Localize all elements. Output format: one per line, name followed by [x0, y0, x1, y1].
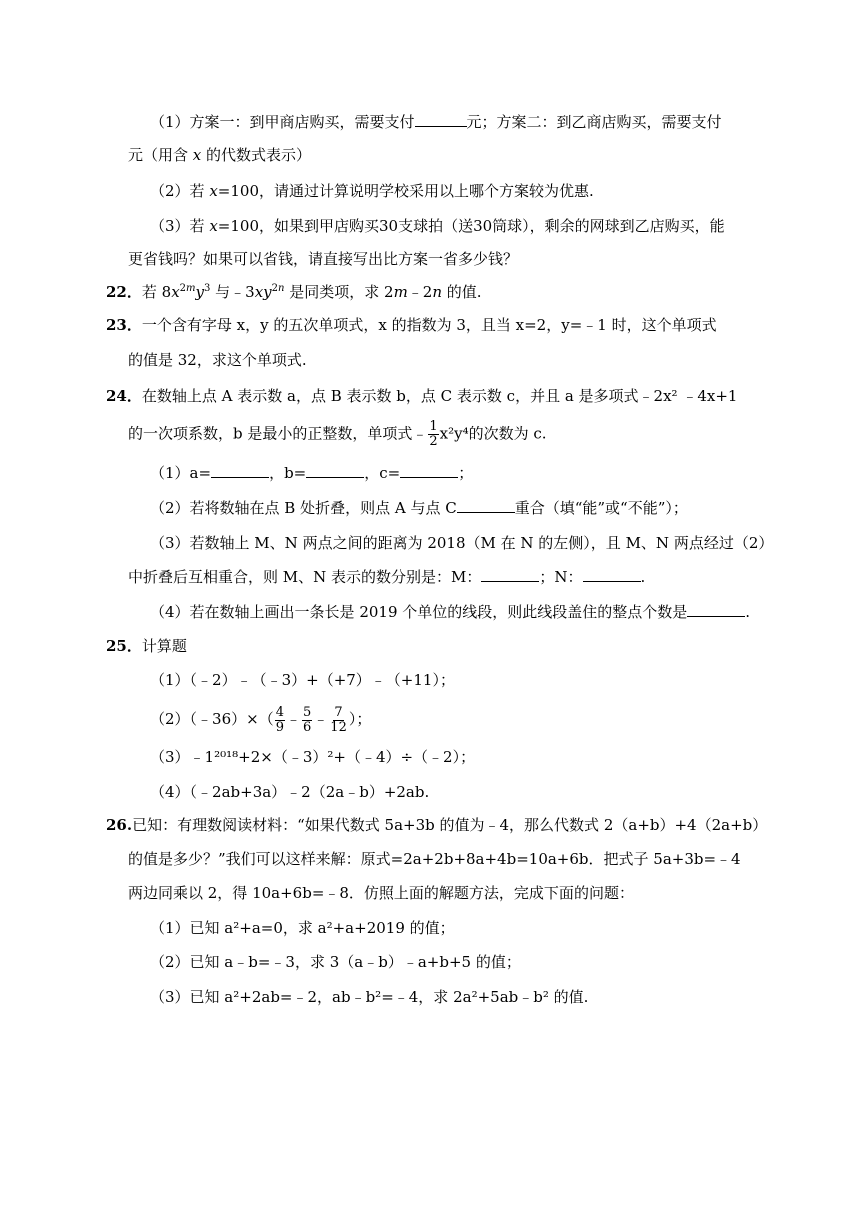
- question-23-line1: [106, 315, 717, 335]
- answer-blank-c[interactable]: [400, 463, 458, 478]
- var-x: x: [209, 182, 218, 200]
- q24-part4: [150, 602, 750, 622]
- answer-blank[interactable]: [687, 602, 745, 617]
- q24-part2: [150, 498, 688, 518]
- question-24-line2: 的一次项系数，b 是最小的正整数，单项式﹣ $\frac{1}{2}$ x²y⁴的次数为 c.: [128, 419, 547, 449]
- q21-part1-text-b: 元；方案二：到乙商店购买，需要支付: [466, 113, 722, 131]
- question-number: 25．: [106, 637, 142, 655]
- q24-part2-text-a: （2）若将数轴在点 B 处折叠，则点 A 与点 C: [150, 499, 457, 517]
- q25-part3: [150, 747, 475, 767]
- q24-part1-text-b: ，b=: [269, 464, 307, 482]
- var-x: x: [192, 146, 202, 164]
- q23-text-1: 一个含有字母 x，y 的五次单项式，x 的指数为 3，且当 x=2，y=﹣1 时，这个单项式: [141, 316, 717, 334]
- q21-part3-text-a: （3）若: [150, 217, 205, 235]
- q25-part2: （2）（﹣36）×（ $\frac{4}{9}$ ﹣ $\frac{5}{6}$ ﹣ $\frac{7}{12}$ ）；: [150, 704, 372, 735]
- q24-part3-text-a: （3）若数轴上 M、N 两点之间的距离为 2018（M 在 N 的左侧），且 M、N 两点经过（2）: [150, 534, 774, 552]
- question-23-line2: [128, 350, 307, 370]
- q25-part2-text-b: ）；: [348, 710, 372, 728]
- q26-part1: [150, 918, 455, 938]
- q21-part3-text-c: 更省钱吗？如果可以省钱，请直接写出比方案一省多少钱？: [128, 250, 519, 268]
- q26-part1-text: （1）已知 a²+a=0，求 a²+a+2019 的值；: [150, 919, 455, 937]
- q24-text-2b: 的次数为 c.: [468, 424, 547, 443]
- q25-part4: [150, 782, 429, 802]
- question-number: 22．: [106, 283, 142, 301]
- q24-part3-line1: [150, 533, 773, 553]
- q26-part3: [150, 987, 588, 1007]
- q24-part1-text-d: ；: [458, 464, 474, 482]
- q22-text-e: 的值.: [446, 283, 482, 301]
- q24-part4-text-a: （4）若在数轴上画出一条长是 2019 个单位的线段，则此线段盖住的整点个数是: [150, 603, 688, 621]
- question-22: 22．若 $8x^{2m}y^3$ 与$﹣3xy^{2n}$ 是同类项，求 2m﹣2n 的值.: [106, 283, 482, 301]
- question-number: 24．: [106, 387, 142, 405]
- question-26-line3: [128, 883, 634, 903]
- q26-part2: [150, 952, 521, 972]
- q21-part1-line1: [150, 112, 722, 132]
- q25-title: 计算题: [141, 637, 187, 655]
- monomial: x²y⁴: [439, 424, 469, 443]
- q24-part1: [150, 463, 473, 483]
- answer-blank[interactable]: [415, 112, 467, 127]
- var-x: x: [209, 217, 218, 235]
- q21-part1-text-c: 元（用含: [128, 146, 189, 164]
- q24-text-1: 在数轴上点 A 表示数 a，点 B 表示数 b，点 C 表示数 c，并且 a 是多项式﹣2x² ﹣4x+1: [141, 387, 738, 405]
- q25-part4-text: （4）（﹣2ab+3a）﹣2（2a﹣b）+2ab.: [150, 783, 430, 801]
- q21-part3-text-b: =100，如果到甲店购买30支球拍（送30筒球），剩余的网球到乙店购买，能: [217, 217, 725, 235]
- q21-part1-text-a: （1）方案一：到甲商店购买，需要支付: [150, 113, 415, 131]
- question-26-line1: [106, 815, 767, 835]
- fraction-3: $\frac{7}{12}$: [330, 704, 347, 735]
- q24-part3-line2: [128, 567, 645, 587]
- q25-part1-text: （1）（﹣2）﹣（﹣3）+（+7）﹣（+11）；: [150, 671, 455, 689]
- q21-part2-text-b: =100，请通过计算说明学校采用以上哪个方案较为优惠.: [217, 182, 594, 200]
- q21-part1-text-d: 的代数式表示）: [206, 146, 312, 164]
- q25-part3-text: （3）﹣1²⁰¹⁸+2×（﹣3）²+（﹣4）÷（﹣2）；: [150, 748, 476, 766]
- q24-part4-text-b: .: [745, 603, 751, 621]
- question-26-line2: [128, 849, 741, 869]
- answer-blank-n[interactable]: [583, 567, 641, 582]
- q24-part3-text-c: ；N：: [539, 568, 583, 586]
- q21-part3-line1: [150, 216, 725, 236]
- q22-text-a: 若 8: [141, 283, 172, 301]
- q24-text-2a: 的一次项系数，b 是最小的正整数，单项式: [128, 424, 413, 443]
- fraction-2: $\frac{5}{6}$: [303, 704, 312, 735]
- fraction: $\frac{1}{2}$: [429, 419, 438, 449]
- q21-part2: [150, 181, 594, 201]
- answer-blank-m[interactable]: [481, 567, 539, 582]
- fraction-1: $\frac{4}{9}$: [275, 704, 284, 735]
- question-24-line1: [106, 386, 737, 406]
- q26-text-1: 已知：有理数阅读材料：“如果代数式 5a+3b 的值为﹣4，那么代数式 2（a+b）+4（2a+b）: [132, 816, 768, 834]
- answer-blank-a[interactable]: [211, 463, 269, 478]
- question-number: 23．: [106, 316, 142, 334]
- q24-part2-text-b: 重合（填“能”或“不能”）；: [514, 499, 688, 517]
- q24-part3-text-d: .: [640, 568, 646, 586]
- q26-part3-text: （3）已知 a²+2ab=﹣2，ab﹣b²=﹣4，求 2a²+5ab﹣b² 的值.: [150, 988, 589, 1006]
- q25-part2-text-a: （2）（﹣36）×（: [150, 710, 274, 728]
- q24-part1-text-a: （1）a=: [150, 464, 212, 482]
- q26-part2-text: （2）已知 a﹣b=﹣3，求 3（a﹣b）﹣a+b+5 的值；: [150, 953, 521, 971]
- q24-part3-text-b: 中折叠后互相重合，则 M、N 表示的数分别是：M：: [128, 568, 482, 586]
- var-n: n: [432, 283, 443, 301]
- answer-blank[interactable]: [457, 498, 515, 513]
- q21-part1-line2: [128, 145, 311, 165]
- question-number: 26.: [106, 816, 133, 834]
- var-m: m: [393, 283, 408, 301]
- q26-text-2: 的值是多少？”我们可以这样来解：原式=2a+2b+8a+4b=10a+6b．把式子 5a+3b=﹣4: [128, 850, 741, 868]
- q26-text-3: 两边同乘以 2，得 10a+6b=﹣8．仿照上面的解题方法，完成下面的问题：: [128, 884, 634, 902]
- q22-text-b: 与﹣3: [215, 283, 255, 301]
- q25-part1: [150, 670, 455, 690]
- q23-text-2: 的值是 32，求这个单项式.: [128, 351, 307, 369]
- q24-part1-text-c: ，c=: [364, 464, 401, 482]
- q22-text-d: ﹣2: [407, 283, 433, 301]
- answer-blank-b[interactable]: [306, 463, 364, 478]
- question-25: [106, 636, 187, 656]
- q22-text-c: 是同类项，求 2: [289, 283, 394, 301]
- q21-part3-line2: [128, 249, 518, 269]
- q21-part2-text-a: （2）若: [150, 182, 205, 200]
